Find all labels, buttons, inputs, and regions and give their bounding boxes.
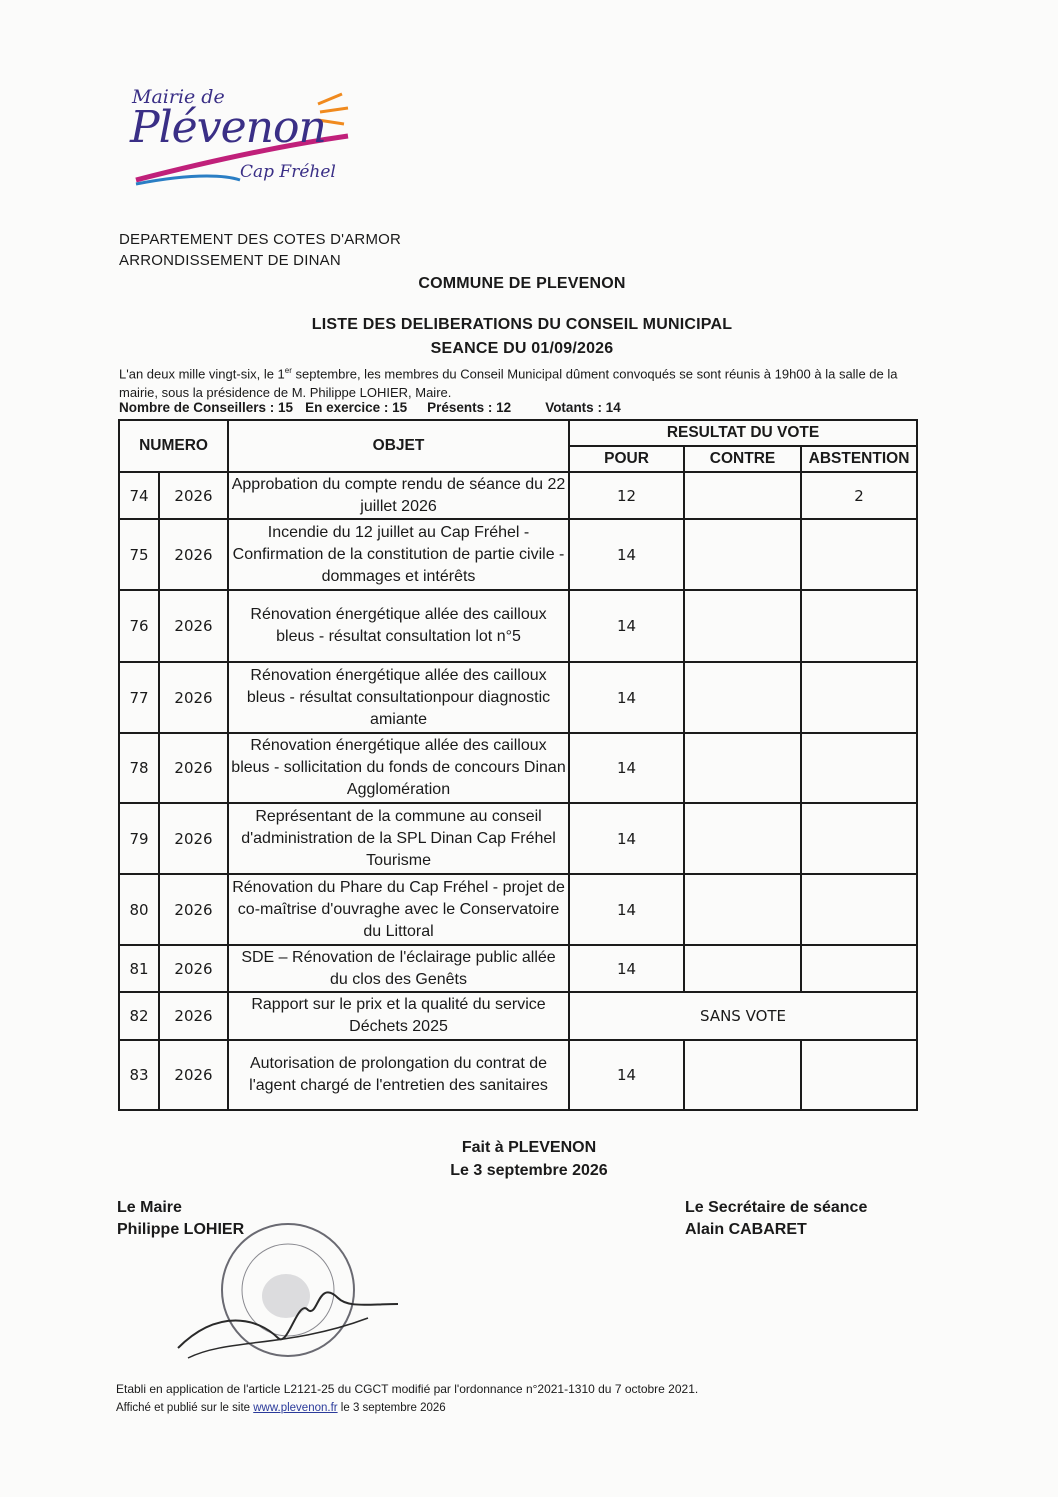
row-contre [684, 472, 801, 519]
row-pour: 14 [569, 519, 684, 590]
row-number: 78 [119, 733, 159, 803]
row-year: 2026 [159, 472, 228, 519]
footer-legal: Etabli en application de l'article L2121-25 du CGCT modifié par l'ordonnance n°2021-1310 du 7 octobre 2021. [116, 1382, 699, 1396]
row-objet: Rénovation énergétique allée des cailloux bleus - résultat consultationpour diagnostic amiante [228, 662, 569, 733]
table-row [119, 733, 917, 803]
row-year: 2026 [159, 992, 228, 1040]
row-contre [684, 945, 801, 992]
table-row [119, 1040, 917, 1110]
row-contre [684, 519, 801, 590]
departement: DEPARTEMENT DES COTES D'ARMOR [119, 231, 402, 248]
deliberations-table [118, 419, 918, 1111]
row-objet: Rapport sur le prix et la qualité du service Déchets 2025 [228, 992, 569, 1040]
header-numero: NUMERO [119, 420, 228, 472]
seance: SEANCE DU 01/09/2026 [430, 340, 614, 357]
row-number: 77 [119, 662, 159, 733]
count-votants: Votants : 14 [545, 400, 621, 415]
table-row [119, 803, 917, 874]
row-year: 2026 [159, 519, 228, 590]
website-link[interactable]: www.plevenon.fr [253, 1402, 338, 1414]
page-title: LISTE DES DELIBERATIONS DU CONSEIL MUNICIPAL [311, 316, 733, 333]
row-year: 2026 [159, 590, 228, 662]
logo-line3: Cap Fréhel [240, 162, 336, 182]
secretaire-title: Le Secrétaire de séance [685, 1199, 868, 1216]
row-abstention [801, 662, 917, 733]
maire-title: Le Maire [117, 1199, 182, 1216]
header-resultat: RESULTAT DU VOTE [569, 420, 917, 446]
row-pour: 14 [569, 803, 684, 874]
commune: COMMUNE DE PLEVENON [418, 275, 626, 292]
table-row [119, 590, 917, 662]
row-number: 75 [119, 519, 159, 590]
row-number: 83 [119, 1040, 159, 1110]
row-year: 2026 [159, 874, 228, 945]
row-abstention [801, 1040, 917, 1110]
intro-text [119, 361, 919, 402]
row-objet: Autorisation de prolongation du contrat de l'agent chargé de l'entretien des sanitaires [228, 1040, 569, 1110]
row-objet: Approbation du compte rendu de séance du 22 juillet 2026 [228, 472, 569, 519]
row-year: 2026 [159, 662, 228, 733]
row-contre [684, 590, 801, 662]
row-abstention [801, 803, 917, 874]
mairie-logo [128, 84, 368, 194]
row-contre [684, 874, 801, 945]
row-contre [684, 662, 801, 733]
counts [119, 400, 919, 415]
intro-part1: L'an deux mille vingt-six, le 1 [119, 366, 285, 382]
row-sans-vote: SANS VOTE [569, 992, 917, 1040]
row-pour: 14 [569, 874, 684, 945]
row-pour: 14 [569, 662, 684, 733]
count-exercice: En exercice : 15 [305, 400, 408, 415]
logo-line2: Plévenon [130, 102, 326, 153]
row-pour: 14 [569, 1040, 684, 1110]
row-objet: Rénovation énergétique allée des cailloux bleus - sollicitation du fonds de concours Dinan Agglomération [228, 733, 569, 803]
table-row [119, 992, 917, 1040]
row-number: 81 [119, 945, 159, 992]
row-number: 79 [119, 803, 159, 874]
footer-prefix: Affiché et publié sur le site [116, 1402, 254, 1414]
table-row [119, 662, 917, 733]
row-abstention [801, 733, 917, 803]
row-contre [684, 733, 801, 803]
row-number: 80 [119, 874, 159, 945]
row-number: 76 [119, 590, 159, 662]
row-abstention [801, 590, 917, 662]
table-row [119, 519, 917, 590]
fait-a: Fait à PLEVENON [461, 1139, 597, 1156]
row-pour: 12 [569, 472, 684, 519]
row-pour: 14 [569, 945, 684, 992]
intro-part2: septembre, les membres du Conseil Municipal dûment convoqués se sont réunis à 19h00 à la salle de la mairie, sous la présidence de M. Philippe LOHIER, Maire. [119, 366, 898, 401]
row-objet: SDE – Rénovation de l'éclairage public allée du clos des Genêts [228, 945, 569, 992]
secretaire-name: Alain CABARET [685, 1221, 807, 1238]
table-row [119, 945, 917, 992]
row-objet: Représentant de la commune au conseil d'administration de la SPL Dinan Cap Fréhel Tourisme [228, 803, 569, 874]
count-conseillers: Nombre de Conseillers : 15 [119, 400, 294, 415]
row-number: 82 [119, 992, 159, 1040]
maire-name: Philippe LOHIER [117, 1221, 245, 1238]
row-abstention [801, 945, 917, 992]
header-pour: POUR [569, 446, 684, 472]
row-year: 2026 [159, 1040, 228, 1110]
intro-sup: er [284, 366, 292, 375]
count-presents: Présents : 12 [427, 400, 512, 415]
row-objet: Rénovation du Phare du Cap Fréhel - projet de co-maîtrise d'ouvraghe avec le Conservatoire du Littoral [228, 874, 569, 945]
row-number: 74 [119, 472, 159, 519]
table-row [119, 472, 917, 519]
row-year: 2026 [159, 733, 228, 803]
row-objet: Rénovation énergétique allée des cailloux bleus - résultat consultation lot n°5 [228, 590, 569, 662]
row-year: 2026 [159, 803, 228, 874]
mairie-stamp-icon [168, 1218, 408, 1378]
arrondissement: ARRONDISSEMENT DE DINAN [119, 252, 341, 269]
row-abstention: 2 [801, 472, 917, 519]
row-pour: 14 [569, 733, 684, 803]
header-objet: OBJET [228, 420, 569, 472]
row-contre [684, 1040, 801, 1110]
row-contre [684, 803, 801, 874]
logo-line1: Mairie de [132, 86, 225, 108]
row-year: 2026 [159, 945, 228, 992]
signoff-date: Le 3 septembre 2026 [450, 1162, 608, 1179]
table-row [119, 874, 917, 945]
row-abstention [801, 519, 917, 590]
row-abstention [801, 874, 917, 945]
footer-publication [116, 1402, 446, 1414]
secretaire-block [685, 1197, 867, 1241]
header-abstention: ABSTENTION [801, 446, 917, 472]
row-pour: 14 [569, 590, 684, 662]
footer-suffix: le 3 septembre 2026 [337, 1402, 446, 1414]
row-objet: Incendie du 12 juillet au Cap Fréhel - Confirmation de la constitution de partie civile - dommages et intérêts [228, 519, 569, 590]
header-contre: CONTRE [684, 446, 801, 472]
